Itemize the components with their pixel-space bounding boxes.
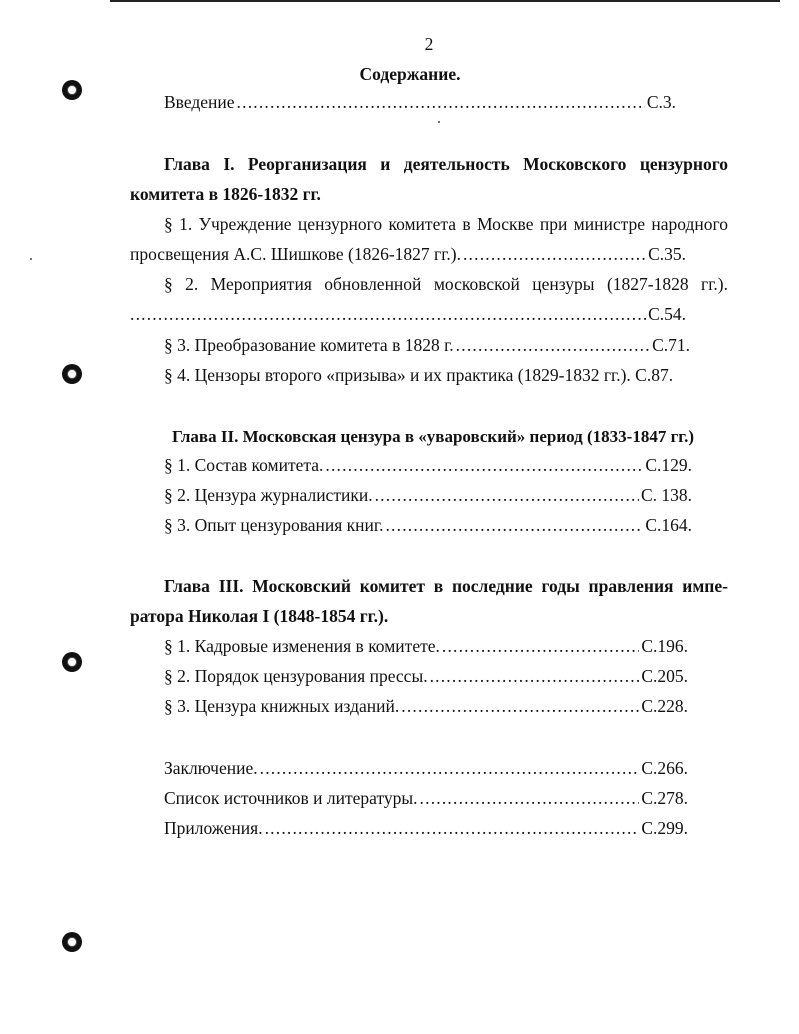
binder-hole-icon (62, 652, 82, 672)
toc-entry (164, 635, 688, 657)
toc-leader-dots (325, 454, 643, 476)
chapter1-heading-line2: комитета в 1826-1832 гг. (130, 184, 321, 204)
toc-page: С.196. (641, 636, 688, 656)
toc-page: С.278. (641, 788, 688, 808)
toc-entry-ch1-s3 (164, 334, 690, 356)
toc-page: С.35. (648, 244, 686, 264)
toc-entry (164, 514, 692, 536)
toc-leader-dots (260, 757, 640, 779)
toc-leader-dots (265, 817, 640, 839)
toc-label: § 2. Цензура журналистики. (164, 485, 373, 505)
toc-entry-conclusion (164, 757, 688, 779)
toc-page: С.129. (645, 455, 692, 475)
toc-page: С.54. (648, 304, 686, 324)
binder-hole-icon (62, 364, 82, 384)
toc-entry (164, 665, 688, 687)
toc-page: С.266. (641, 758, 688, 778)
toc-page: С.205. (641, 666, 688, 686)
toc-label: § 2. Порядок цензурования прессы. (164, 666, 428, 686)
toc-leader-dots (442, 635, 639, 657)
toc-leader-dots (430, 665, 640, 687)
toc-entry-ch1-s1 (130, 243, 686, 265)
toc-label: Заключение. (164, 758, 258, 778)
toc-leader-dots (456, 334, 650, 356)
chapter3-heading-line1: Глава III. Московский комитет в последние годы правления импе- (164, 576, 728, 596)
page-title: Содержание. (359, 64, 461, 84)
scan-speck (438, 121, 440, 123)
toc-label: § 3. Цензура книжных изданий. (164, 696, 400, 716)
top-edge-line (110, 0, 780, 2)
toc-page: С.3. (646, 92, 676, 112)
toc-entry-ch1-s4: § 4. Цензоры второго «призыва» и их практика (1829-1832 гг.). С.87. (164, 365, 674, 385)
toc-entry-appendices (164, 817, 688, 839)
toc-page: С.164. (645, 515, 692, 535)
toc-label: Приложения. (164, 818, 263, 838)
toc-label: просвещения А.С. Шишкове (1826-1827 гг.). (130, 244, 461, 264)
toc-label: § 1. Состав комитета. (164, 455, 324, 475)
chapter1-heading-line1: Глава I. Реорганизация и деятельность Московского цензурного (164, 154, 728, 174)
toc-label: § 1. Кадровые изменения в комитете. (164, 636, 440, 656)
toc-label: § 3. Опыт цензурования книг. (164, 515, 384, 535)
chapter1-s2-line1: § 2. Мероприятия обновленной московской цензуры (1827-1828 гг.). (164, 274, 728, 294)
toc-leader-dots (385, 514, 643, 536)
toc-entry (164, 695, 688, 717)
toc-entry (164, 454, 692, 476)
toc-label: Список источников и литературы. (164, 788, 418, 808)
toc-page: С.228. (641, 696, 688, 716)
toc-leader-dots (375, 484, 639, 506)
toc-page: С. 138. (640, 485, 692, 505)
chapter1-s1-line1: § 1. Учреждение цензурного комитета в Москве при министре народного (164, 214, 728, 234)
toc-leader-dots (463, 243, 646, 265)
toc-leader-dots (420, 787, 640, 809)
scan-speck (30, 258, 32, 260)
toc-leader-dots (130, 303, 646, 325)
toc-entry-sources (164, 787, 688, 809)
toc-leader-dots (401, 695, 639, 717)
toc-label: Введение (164, 92, 235, 112)
binder-hole-icon (62, 932, 82, 952)
toc-page: С.299. (641, 818, 688, 838)
toc-page: С.71. (652, 335, 690, 355)
page-number: 2 (424, 34, 434, 54)
toc-entry-intro (164, 91, 676, 113)
toc-leader-dots (237, 91, 645, 113)
toc-label: § 3. Преобразование комитета в 1828 г. (164, 335, 454, 355)
toc-entry-ch1-s2 (130, 303, 686, 325)
chapter3-heading-line2: ратора Николая I (1848-1854 гг.). (130, 606, 389, 626)
toc-entry (164, 484, 692, 506)
chapter2-heading: Глава II. Московская цензура в «уваровский» период (1833-1847 гг.) (172, 427, 695, 446)
